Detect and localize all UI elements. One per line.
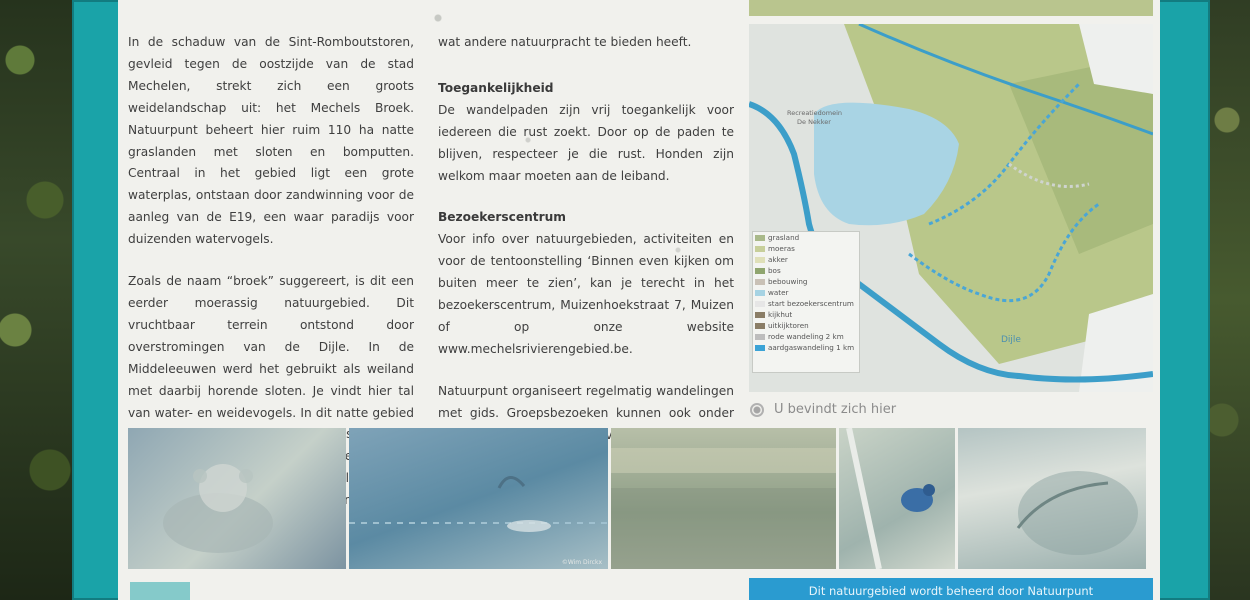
foliage-background-left	[0, 0, 72, 600]
legend-label: water	[768, 287, 789, 297]
legend-label: uitkijktoren	[768, 320, 809, 330]
right-text-column	[438, 32, 734, 468]
legend-label: moeras	[768, 243, 795, 253]
legend-swatch	[755, 268, 765, 274]
location-marker-icon	[750, 403, 764, 417]
legend-label: start bezoekerscentrum	[768, 298, 854, 308]
legend-swatch	[755, 323, 765, 329]
legend-label: rode wandeling 2 km	[768, 331, 844, 341]
legend-swatch	[755, 312, 765, 318]
map-top-strip	[749, 0, 1153, 16]
legend-item	[753, 309, 859, 320]
legend-swatch	[755, 301, 765, 307]
history-paragraph: Zoals de naam “broek” suggereert, is dit een eerder moerassig natuurgebied. Dit vruchtbaar terrein ontstond door overstromingen van de Dijle. In de Middeleeuwen werd het gebruikt als weiland met daarbij horende sloten. Je vindt hier tal van water- en weidevogels. In dit natte gebied rust. bovendien	[128, 274, 414, 508]
photo-heron	[349, 428, 608, 569]
photo-strip	[128, 428, 1146, 569]
cattle-illustration	[128, 428, 346, 569]
legend-item	[753, 265, 859, 276]
legend-item	[753, 331, 859, 342]
heron-illustration	[349, 428, 608, 569]
legend-label: akker	[768, 254, 788, 264]
legend-label: grasland	[768, 232, 800, 242]
photo-reeds	[611, 428, 836, 569]
photo-bird	[839, 428, 955, 569]
photo-frog	[958, 428, 1146, 569]
map-legend	[752, 231, 860, 373]
legend-item	[753, 232, 859, 243]
guided-walks-text: Natuurpunt organiseert regelmatig wandelingen met gids. Groepsbezoeken kunnen ook onder	[438, 383, 734, 420]
legend-label: bebouwing	[768, 276, 808, 286]
you-are-here-marker	[750, 402, 896, 417]
legend-swatch	[755, 279, 765, 285]
legend-item	[753, 254, 859, 265]
legend-item	[753, 320, 859, 331]
lake-label-1: Recreatiedomein	[787, 109, 843, 117]
legend-item	[753, 276, 859, 287]
access-text: De wandelpaden zijn vrij toegankelijk voor iedereen die rust zoekt. Door op de paden te blijven, respecteer je die rust. Honden zijn welkom maar moeten aan de leiband.	[438, 102, 734, 183]
legend-label: kijkhut	[768, 309, 793, 319]
access-heading: Toegankelijkheid	[438, 80, 554, 95]
visitor-center-text: Voor info over natuurgebieden, activiteiten en voor de tentoonstelling ‘Binnen even kijken om buiten meer te zien’, kan je terecht in het bezoekerscentrum, Muizenhoekstraat 7, Muizen of op onze website www.mechelsrivierengebied.be.	[438, 232, 734, 356]
legend-item	[753, 243, 859, 254]
continuation-text: wat andere natuurpracht te bieden heeft.	[438, 35, 692, 49]
you-are-here-label: U bevindt zich hier	[774, 402, 897, 417]
river-label: Dijle	[1001, 335, 1021, 345]
legend-swatch	[755, 334, 765, 340]
photo-cattle	[128, 428, 346, 569]
legend-swatch	[755, 290, 765, 296]
lake-label-2: De Nekker	[797, 118, 831, 126]
visitor-center-heading: Bezoekerscentrum	[438, 210, 566, 225]
legend-swatch	[755, 345, 765, 351]
natuurpunt-logo	[130, 582, 190, 600]
legend-item	[753, 298, 859, 309]
legend-swatch	[755, 246, 765, 252]
legend-label: bos	[768, 265, 781, 275]
intro-paragraph: In de schaduw van de Sint-Romboutstoren, gevleid tegen de oostzijde van de stad Mechelen, strekt zich een groots weidelandschap uit: het Mechels Broek. Natuurpunt beheert hier ruim 110 ha natte graslanden met sloten en bomputten. Centraal in het gebied ligt een grote waterplas, ontstaan door zandwinning voor de aanleg van de E19, een waar paradijs voor duizenden watervogels.	[128, 35, 414, 247]
legend-swatch	[755, 257, 765, 263]
frog-illustration	[958, 428, 1146, 569]
legend-swatch	[755, 235, 765, 241]
bird-illustration	[839, 428, 955, 569]
legend-item	[753, 287, 859, 298]
footer-banner: Dit natuurgebied wordt beheerd door Natuurpunt	[749, 578, 1153, 600]
reeds-illustration	[611, 428, 836, 569]
photo-credit: ©Wim Dirckx	[561, 559, 602, 566]
legend-item	[753, 342, 859, 353]
legend-label: aardgaswandeling 1 km	[768, 342, 855, 352]
